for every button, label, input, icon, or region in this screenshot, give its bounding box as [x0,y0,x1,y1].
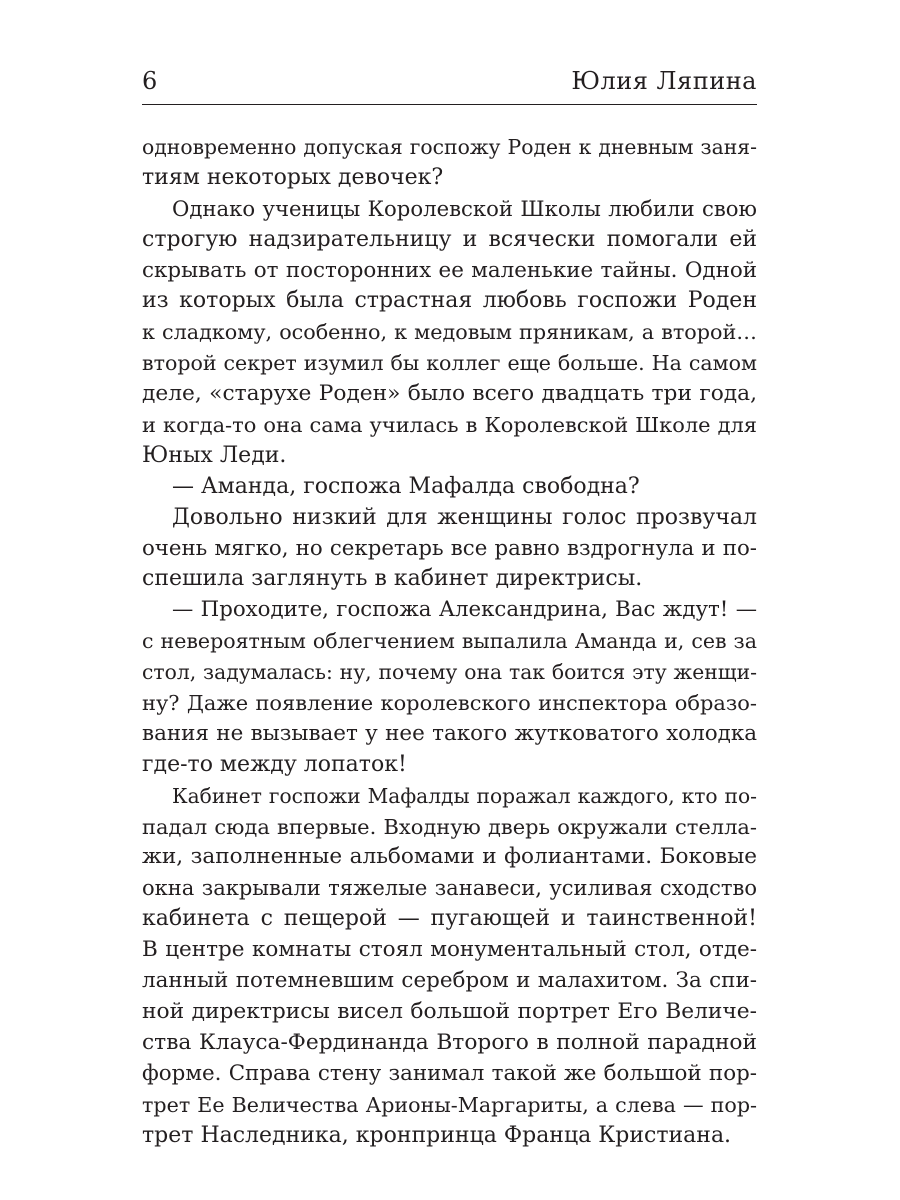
text-line: с невероятным облегчением выпалила Аманда и, сев за [142,629,757,654]
page-number: 6 [142,67,158,95]
text-line: Кабинет госпожи Мафалды поражал каждого, кто по- [172,783,757,808]
body-text [142,132,757,1151]
text-line: вания не вызывает у нее такого жутковатого холодка [142,720,757,746]
text-line: Однако ученицы Королевской Школы любили свою [172,195,757,221]
running-title: Юлия Ляпина [571,67,757,95]
text-line: ланный потемневшим серебром и малахитом. За спи- [142,968,757,994]
text-line: стол, задумалась: ну, почему она так боится эту женщи- [142,660,757,685]
text-line: тиям некоторых девочек? [142,164,444,190]
text-line: деле, «старухе Роден» было всего двадцать три года, [142,381,757,407]
text-line: второй секрет изумил бы коллег еще больше. На самом [142,351,757,376]
text-line: кабинета с пещерой — пугающей и таинственной! [142,906,757,932]
text-line: из которых была страстная любовь госпожи Роден [142,288,757,314]
text-line: спешила заглянуть в кабинет директрисы. [142,566,643,592]
text-line: трет Ее Величества Арионы-Маргариты, а слева — пор- [142,1092,757,1117]
text-line: одновременно допуская госпожу Роден к дневным заня- [142,135,757,159]
text-line: жи, заполненные альбомами и фолиантами. Боковые [142,844,757,870]
text-line: — Аманда, госпожа Мафалда свободна? [172,473,640,499]
text-line: Юных Леди. [142,442,287,468]
text-line: форме. Справа стену занимал такой же большой пор- [142,1060,757,1086]
header-rule [142,104,757,105]
text-line: В центре комнаты стоял монументальный стол, отде- [142,937,757,963]
text-line: скрывать от посторонних ее маленькие тайны. Одной [142,257,757,283]
running-header [142,66,757,106]
text-line: ну? Даже появление королевского инспектора образо- [142,691,757,716]
text-line: — Проходите, госпожа Александрина, Вас ждут! — [172,597,757,623]
text-line: трет Наследника, кронпринца Франца Кристиана. [142,1122,732,1148]
text-line: ства Клауса-Фердинанда Второго в полной парадной [142,1029,757,1055]
text-line: падал сюда впервые. Входную дверь окружали стелла- [142,814,757,839]
text-line: Довольно низкий для женщины голос прозвучал [172,504,757,530]
text-line: строгую надзирательницу и всячески помогали ей [142,226,757,252]
text-line: очень мягко, но секретарь все равно вздрогнула и по- [142,535,757,561]
text-line: где-то между лопаток! [142,751,407,777]
text-line: окна закрывали тяжелые занавеси, усиливая сходство [142,875,757,901]
text-line: и когда-то она сама училась в Королевской Школе для [142,413,757,438]
text-line: к сладкому, особенно, к медовым пряникам, а второй… [142,320,757,345]
text-line: ной директрисы висел большой портрет Его Величе- [142,998,757,1024]
